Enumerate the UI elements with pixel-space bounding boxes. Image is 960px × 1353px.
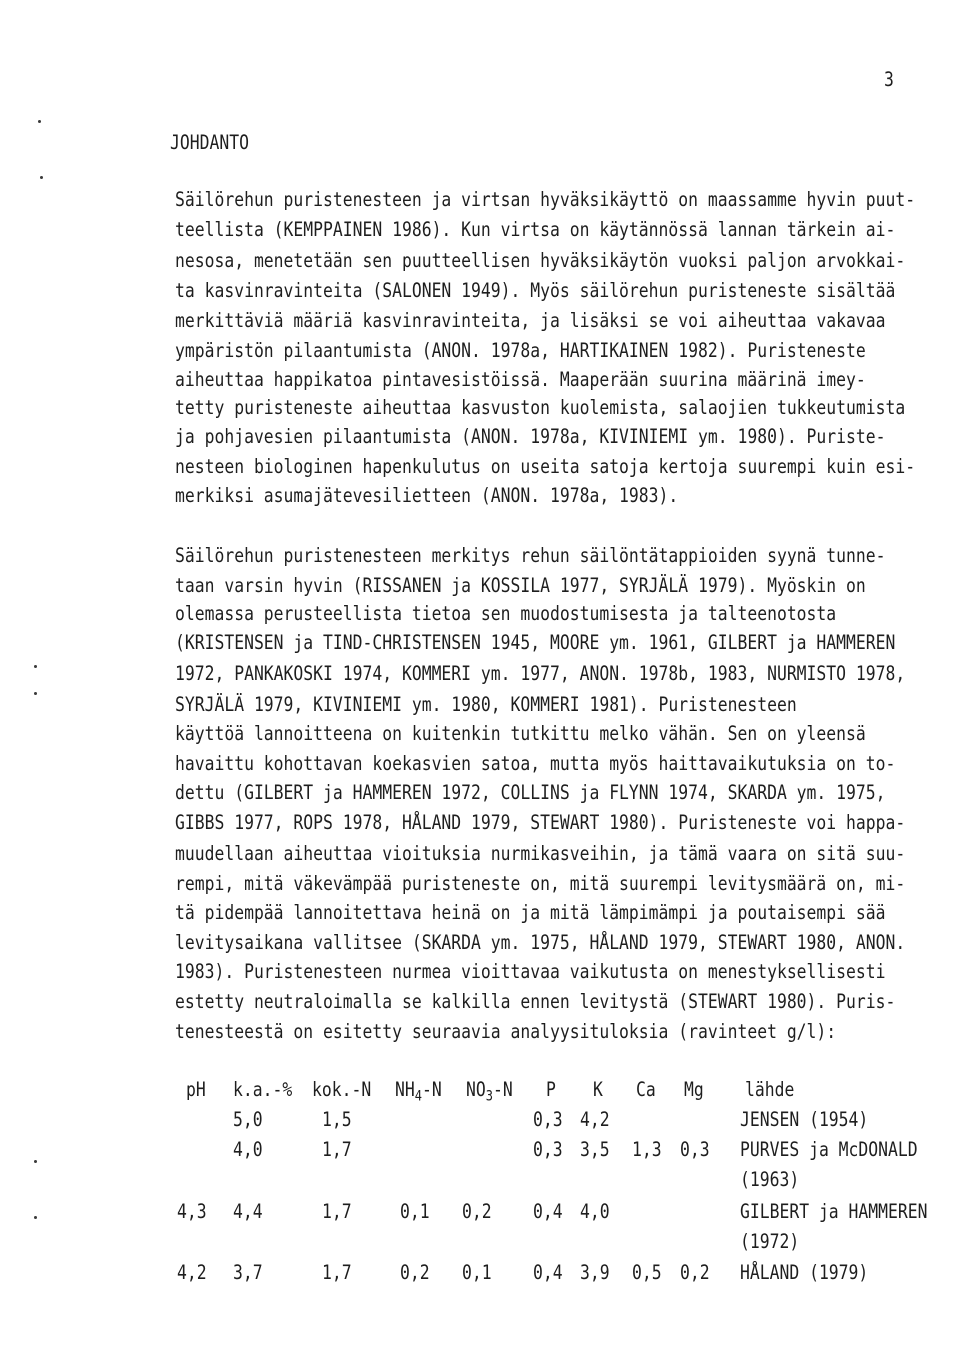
cell-total-n: 1,5 xyxy=(322,1108,352,1131)
cell-ph: 4,2 xyxy=(177,1261,207,1284)
cell-source: PURVES ja McDONALD xyxy=(740,1138,918,1161)
cell-p: 0,4 xyxy=(533,1200,563,1223)
scan-speck xyxy=(40,176,43,179)
table-row xyxy=(0,1110,960,1130)
column-header-k: K xyxy=(593,1078,603,1101)
paragraph-line: ta kasvinravinteita (SALONEN 1949). Myös säilörehun puristeneste sisältää xyxy=(175,279,896,302)
paragraph-line: teellista (KEMPPAINEN 1986). Kun virtsa on käytännössä lannan tärkein ai- xyxy=(175,218,896,241)
paragraph-line: taan varsin hyvin (RISSANEN ja KOSSILA 1977, SYRJÄLÄ 1979). Myöskin on xyxy=(175,574,866,597)
cell-no3-n: 0,2 xyxy=(462,1200,492,1223)
cell-nh4-n: 0,2 xyxy=(400,1261,430,1284)
cell-k: 3,9 xyxy=(580,1261,610,1284)
table-row xyxy=(0,1200,960,1253)
column-header-source: lähde xyxy=(745,1078,795,1101)
paragraph-line: estetty neutraloimalla se kalkilla ennen levitystä (STEWART 1980). Puris- xyxy=(175,990,896,1013)
cell-source-continued: (1972) xyxy=(740,1230,800,1253)
paragraph-line: tä pidempää lannoitettava heinä on ja mitä lämpimämpi ja poutaisempi sää xyxy=(175,901,886,924)
cell-ca: 1,3 xyxy=(632,1138,662,1161)
scan-speck xyxy=(38,120,41,123)
cell-source-continued: (1963) xyxy=(740,1168,800,1191)
column-header-dry-matter: k.a.-% xyxy=(233,1078,293,1101)
cell-k: 3,5 xyxy=(580,1138,610,1161)
cell-k: 4,0 xyxy=(580,1200,610,1223)
cell-k: 4,2 xyxy=(580,1108,610,1131)
paragraph-line: dettu (GILBERT ja HAMMEREN 1972, COLLINS ja FLYNN 1974, SKARDA ym. 1975, xyxy=(175,781,886,804)
paragraph-line: merkittäviä määriä kasvinravinteita, ja lisäksi se voi aiheuttaa vakavaa xyxy=(175,309,886,332)
cell-total-n: 1,7 xyxy=(322,1261,352,1284)
paragraph-line: 1972, PANKAKOSKI 1974, KOMMERI ym. 1977, ANON. 1978b, 1983, NURMISTO 1978, xyxy=(175,662,906,685)
cell-ca: 0,5 xyxy=(632,1261,662,1284)
cell-total-n: 1,7 xyxy=(322,1200,352,1223)
cell-ph: 4,3 xyxy=(177,1200,207,1223)
cell-total-n: 1,7 xyxy=(322,1138,352,1161)
cell-nh4-n: 0,1 xyxy=(400,1200,430,1223)
cell-no3-n: 0,1 xyxy=(462,1261,492,1284)
column-header-nh4-n: $NH_4-N$ xyxy=(395,1078,442,1105)
cell-dry-matter: 5,0 xyxy=(233,1108,263,1131)
column-header-total-n: kok.-N xyxy=(312,1078,372,1101)
paragraph-line: käyttöä lannoitteena on kuitenkin tutkittu melko vähän. Sen on yleensä xyxy=(175,722,866,745)
cell-source: JENSEN (1954) xyxy=(740,1108,869,1131)
column-header-mg: Mg xyxy=(684,1078,704,1101)
cell-p: 0,4 xyxy=(533,1261,563,1284)
paragraph-line: muudellaan aiheuttaa vioituksia nurmikasveihin, ja tämä vaara on sitä suu- xyxy=(175,842,906,865)
paragraph-line: GIBBS 1977, ROPS 1978, HÅLAND 1979, STEWART 1980). Puristeneste voi happa- xyxy=(175,811,906,834)
cell-dry-matter: 4,0 xyxy=(233,1138,263,1161)
cell-mg: 0,3 xyxy=(680,1138,710,1161)
paragraph-line: tetty puristeneste aiheuttaa kasvuston kuolemista, salaojien tukkeutumista xyxy=(175,396,906,419)
paragraph-line: 1983). Puristenesteen nurmea vioittavaa vaikutusta on menestyksellisesti xyxy=(175,960,886,983)
paragraph-line: havaittu kohottavan koekasvien satoa, mutta myös haittavaikutuksia on to- xyxy=(175,752,896,775)
page-number: 3 xyxy=(884,68,894,91)
column-header-no3-n: $NO_3-N$ xyxy=(466,1078,513,1105)
cell-p: 0,3 xyxy=(533,1108,563,1131)
cell-mg: 0,2 xyxy=(680,1261,710,1284)
scan-speck xyxy=(34,1160,37,1163)
cell-source: GILBERT ja HAMMEREN xyxy=(740,1200,928,1223)
paragraph-line: rempi, mitä väkevämpää puristeneste on, mitä suurempi levitysmäärä on, mi- xyxy=(175,872,906,895)
cell-dry-matter: 4,4 xyxy=(233,1200,263,1223)
paragraph-line: Säilörehun puristenesteen merkitys rehun säilöntätappioiden syynä tunne- xyxy=(175,544,886,567)
paragraph-line: SYRJÄLÄ 1979, KIVINIEMI ym. 1980, KOMMERI 1981). Puristenesteen xyxy=(175,693,797,716)
cell-source: HÅLAND (1979) xyxy=(740,1261,869,1284)
paragraph-line: nesteen biologinen hapenkulutus on useita satoja kertoja suurempi kuin esi- xyxy=(175,455,916,478)
column-header-ph: pH xyxy=(186,1078,206,1101)
cell-dry-matter: 3,7 xyxy=(233,1261,263,1284)
paragraph-line: tenesteestä on esitetty seuraavia analyysituloksia (ravinteet g/l): xyxy=(175,1020,837,1043)
column-header-ca: Ca xyxy=(636,1078,656,1101)
paragraph-line: olemassa perusteellista tietoa sen muodostumisesta ja talteenotosta xyxy=(175,602,837,625)
section-heading: JOHDANTO xyxy=(170,131,249,154)
paragraph-line: levitysaikana vallitsee (SKARDA ym. 1975, HÅLAND 1979, STEWART 1980, ANON. xyxy=(175,931,906,954)
cell-p: 0,3 xyxy=(533,1138,563,1161)
paragraph-line: (KRISTENSEN ja TIND-CHRISTENSEN 1945, MOORE ym. 1961, GILBERT ja HAMMEREN xyxy=(175,631,896,654)
paragraph-line: merkiksi asumajätevesilietteen (ANON. 1978a, 1983). xyxy=(175,484,679,507)
table-header-row xyxy=(0,1078,960,1105)
table-row xyxy=(0,1263,960,1283)
paragraph-line: ja pohjavesien pilaantumista (ANON. 1978a, KIVINIEMI ym. 1980). Puriste- xyxy=(175,425,886,448)
paragraph-line: aiheuttaa happikatoa pintavesistöissä. Maaperään suurina määrinä imey- xyxy=(175,368,866,391)
table-row xyxy=(0,1138,960,1191)
paragraph-line: Säilörehun puristenesteen ja virtsan hyväksikäyttö on maassamme hyvin puut- xyxy=(175,188,916,211)
paragraph-line: nesosa, menetetään sen puutteellisen hyväksikäytön vuoksi paljon arvokkai- xyxy=(175,249,906,272)
scan-speck xyxy=(34,665,37,668)
scan-speck xyxy=(34,692,37,695)
paragraph-line: ympäristön pilaantumista (ANON. 1978a, HARTIKAINEN 1982). Puristeneste xyxy=(175,339,866,362)
column-header-p: P xyxy=(546,1078,556,1101)
